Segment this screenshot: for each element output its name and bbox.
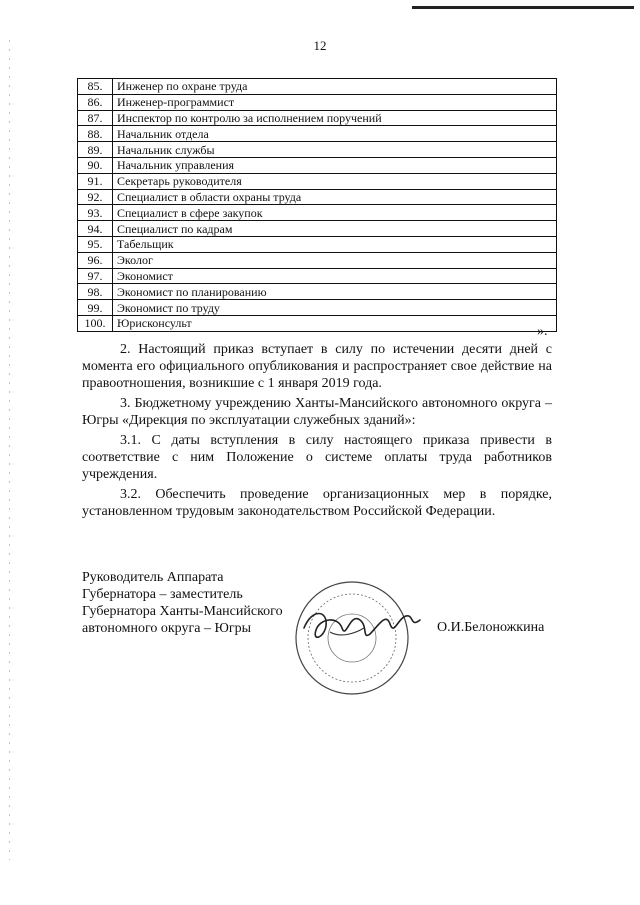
official-seal bbox=[290, 568, 450, 718]
table-row bbox=[78, 236, 557, 252]
seal-inner-ring bbox=[308, 594, 396, 682]
signatory-title bbox=[82, 569, 283, 637]
closing-quote: ». bbox=[537, 324, 548, 339]
signer-name: О.И.Белоножкина bbox=[437, 620, 545, 635]
row-number: 96. bbox=[78, 252, 113, 268]
row-number: 95. bbox=[78, 236, 113, 252]
position-title: Инженер по охране труда bbox=[113, 79, 557, 95]
positions-table bbox=[77, 78, 557, 332]
row-number: 86. bbox=[78, 94, 113, 110]
signatory-title-line: Руководитель Аппарата bbox=[82, 570, 224, 585]
table-row bbox=[78, 252, 557, 268]
page-number: 12 bbox=[313, 38, 327, 53]
row-number: 85. bbox=[78, 79, 113, 95]
table-row bbox=[78, 189, 557, 205]
table-row bbox=[78, 173, 557, 189]
positions-table-body bbox=[78, 79, 557, 332]
order-body bbox=[82, 341, 552, 523]
position-title: Специалист в области охраны труда bbox=[113, 189, 557, 205]
paragraph-2: 2. Настоящий приказ вступает в силу по истечении десяти дней с момента его официального опубликования и распространяет свое действие на правоотношения, возникшие с 1 января 2019 года. bbox=[82, 342, 552, 391]
table-row bbox=[78, 110, 557, 126]
signatory-title-line: Губернатора Ханты-Мансийского bbox=[82, 604, 283, 619]
table-row bbox=[78, 79, 557, 95]
row-number: 100. bbox=[78, 315, 113, 331]
scan-left-edge bbox=[9, 40, 10, 860]
table-row bbox=[78, 126, 557, 142]
table-row bbox=[78, 205, 557, 221]
position-title: Начальник службы bbox=[113, 142, 557, 158]
paragraph-3-1: 3.1. С даты вступления в силу настоящего приказа привести в соответствие с ним Положение о системе оплаты труда работников учреждения. bbox=[82, 433, 552, 482]
row-number: 92. bbox=[78, 189, 113, 205]
row-number: 99. bbox=[78, 300, 113, 316]
position-title: Начальник управления bbox=[113, 157, 557, 173]
table-row bbox=[78, 268, 557, 284]
seal-outer-ring bbox=[296, 582, 408, 694]
position-title: Начальник отдела bbox=[113, 126, 557, 142]
table-row bbox=[78, 284, 557, 300]
row-number: 94. bbox=[78, 221, 113, 237]
table-row bbox=[78, 157, 557, 173]
position-title: Экономист по труду bbox=[113, 300, 557, 316]
signatory-title-line: автономного округа – Югры bbox=[82, 621, 251, 636]
table-row bbox=[78, 315, 557, 331]
row-number: 97. bbox=[78, 268, 113, 284]
table-row bbox=[78, 94, 557, 110]
position-title: Экономист по планированию bbox=[113, 284, 557, 300]
table-row bbox=[78, 142, 557, 158]
position-title: Секретарь руководителя bbox=[113, 173, 557, 189]
row-number: 98. bbox=[78, 284, 113, 300]
row-number: 89. bbox=[78, 142, 113, 158]
position-title: Табельщик bbox=[113, 236, 557, 252]
scan-top-line bbox=[412, 6, 634, 9]
paragraph-3: 3. Бюджетному учреждению Ханты-Мансийского автономного округа – Югры «Дирекция по эксплуатации служебных зданий»: bbox=[82, 396, 552, 428]
position-title: Специалист по кадрам bbox=[113, 221, 557, 237]
table-row bbox=[78, 221, 557, 237]
handwritten-signature bbox=[304, 614, 420, 638]
position-title: Инженер-программист bbox=[113, 94, 557, 110]
row-number: 90. bbox=[78, 157, 113, 173]
signatory-title-line: Губернатора – заместитель bbox=[82, 587, 243, 602]
row-number: 93. bbox=[78, 205, 113, 221]
position-title: Эколог bbox=[113, 252, 557, 268]
position-title: Юрисконсульт bbox=[113, 315, 557, 331]
position-title: Инспектор по контролю за исполнением поручений bbox=[113, 110, 557, 126]
table-row bbox=[78, 300, 557, 316]
position-title: Специалист в сфере закупок bbox=[113, 205, 557, 221]
position-title: Экономист bbox=[113, 268, 557, 284]
row-number: 88. bbox=[78, 126, 113, 142]
paragraph-3-2: 3.2. Обеспечить проведение организационных мер в порядке, установленном трудовым законодательством Российской Федерации. bbox=[82, 487, 552, 519]
row-number: 87. bbox=[78, 110, 113, 126]
row-number: 91. bbox=[78, 173, 113, 189]
